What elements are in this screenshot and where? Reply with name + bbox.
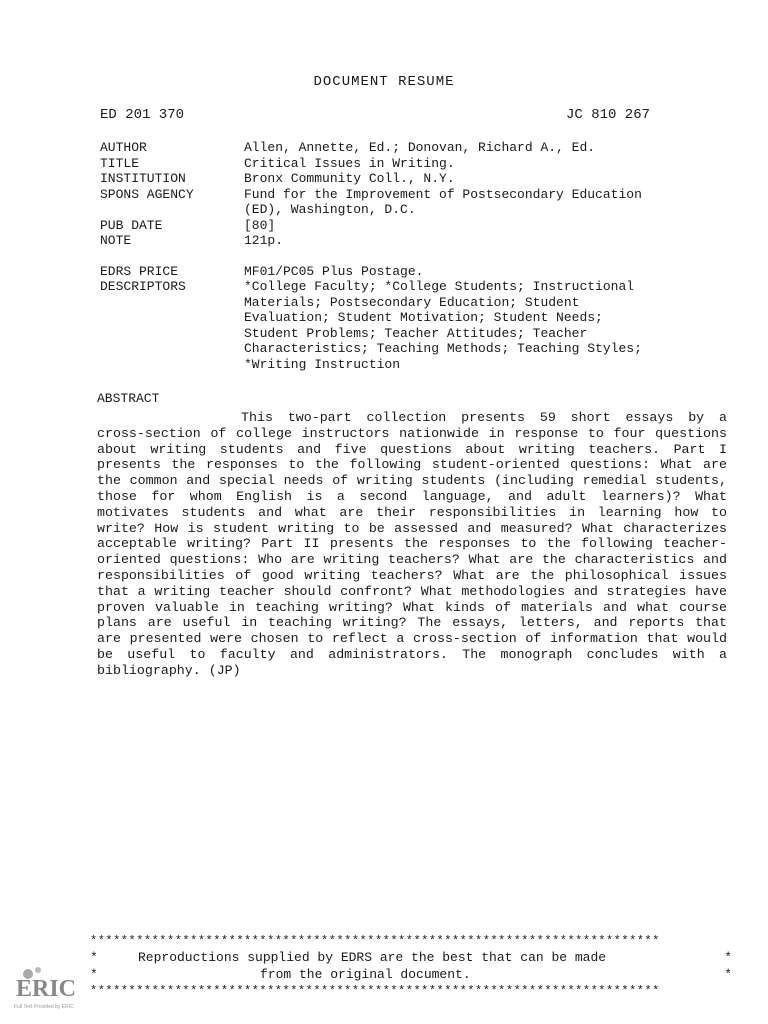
field-label: AUTHOR bbox=[100, 140, 147, 155]
abstract-text: This two-part collection presents 59 short essays by a cross-section of college instructors nationwide in response to four questions about writing students and five questions about writing teachers. Part I presents the responses to the following student-oriented questions: What are the common and special needs of writing students (including remedial students, those for whom English is a second language, and adult learners)? What motivates students and what are their responsibilities in learning how to write? How is student writing to be assessed and measured? What characterizes acceptable writing? Part II presents the responses to the following teacher-oriented questions: Who are writing teachers? What are the characteristics and responsibilities of good writing teachers? What are the philosophical issues that a writing teacher should confront? What methodologies and strategies have proven valuable in teaching writing? What kinds of materials and what course plans are useful in teaching writing? The essays, letters, and reports that are presented were chosen to reflect a cross-section of information that would be useful to faculty and administrators. The monograph concludes with a bibliography. (JP) bbox=[97, 410, 727, 678]
field-value: Characteristics; Teaching Methods; Teaching Styles; bbox=[244, 341, 642, 356]
field-row bbox=[100, 341, 740, 357]
bibliographic-fields bbox=[100, 140, 740, 249]
abstract-label: ABSTRACT bbox=[97, 391, 160, 406]
field-value: Materials; Postsecondary Education; Student bbox=[244, 294, 580, 310]
field-row bbox=[100, 264, 740, 280]
field-label: EDRS PRICE bbox=[100, 263, 179, 279]
field-row bbox=[100, 310, 740, 326]
ed-number: ED 201 370 bbox=[100, 107, 185, 123]
field-row bbox=[100, 326, 740, 342]
field-value: MF01/PC05 Plus Postage. bbox=[244, 263, 424, 279]
field-row bbox=[100, 357, 740, 373]
star-left-1: * bbox=[90, 950, 98, 965]
field-row bbox=[100, 279, 740, 295]
field-value: [80] bbox=[244, 217, 276, 233]
footer-stars-top: ************************************************************************** bbox=[90, 934, 660, 948]
star-left-2: * bbox=[90, 967, 98, 982]
field-row bbox=[100, 187, 740, 203]
field-label bbox=[100, 310, 244, 326]
eric-logo-text: ERIC bbox=[16, 976, 77, 1002]
field-value: Allen, Annette, Ed.; Donovan, Richard A., Ed. bbox=[244, 140, 596, 155]
field-label: SPONS AGENCY bbox=[100, 186, 194, 202]
eric-logo-subtext: Full Text Provided by ERIC bbox=[14, 1004, 74, 1010]
field-row bbox=[100, 233, 740, 249]
field-label bbox=[100, 202, 244, 218]
metadata-fields bbox=[100, 140, 740, 372]
field-row bbox=[100, 202, 740, 218]
reproduction-notice bbox=[90, 949, 736, 983]
field-value: *Writing Instruction bbox=[244, 356, 401, 372]
field-row bbox=[100, 295, 740, 311]
field-row bbox=[100, 140, 740, 156]
field-value: *College Faculty; *College Students; Instructional bbox=[244, 279, 635, 294]
field-value: Student Problems; Teacher Attitudes; Teacher bbox=[244, 325, 588, 341]
field-row bbox=[100, 156, 740, 172]
field-label: DESCRIPTORS bbox=[100, 279, 186, 294]
descriptor-fields bbox=[100, 264, 740, 373]
footer-stars-bottom: ************************************************************************** bbox=[90, 984, 660, 998]
field-row bbox=[100, 218, 740, 234]
star-right-2: * bbox=[724, 967, 732, 982]
field-label: TITLE bbox=[100, 155, 140, 171]
field-label bbox=[100, 295, 244, 311]
field-row bbox=[100, 171, 740, 187]
field-value: Evaluation; Student Motivation; Student Needs; bbox=[244, 310, 603, 325]
field-label: NOTE bbox=[100, 233, 132, 248]
notice-line-1: Reproductions supplied by EDRS are the best that can be made bbox=[138, 950, 607, 965]
field-value: Fund for the Improvement of Postsecondary Education bbox=[244, 186, 642, 202]
notice-line-2: from the original document. bbox=[260, 967, 471, 982]
field-value: Critical Issues in Writing. bbox=[244, 155, 455, 171]
field-label bbox=[100, 341, 244, 357]
field-label bbox=[100, 357, 244, 373]
field-value: 121p. bbox=[244, 233, 284, 248]
field-label: PUB DATE bbox=[100, 217, 163, 233]
field-value: (ED), Washington, D.C. bbox=[244, 202, 416, 217]
field-value: Bronx Community Coll., N.Y. bbox=[244, 171, 455, 186]
jc-number: JC 810 267 bbox=[566, 107, 651, 123]
star-right-1: * bbox=[724, 950, 732, 965]
field-gap bbox=[100, 249, 740, 264]
document-title: DOCUMENT RESUME bbox=[313, 74, 455, 90]
field-label bbox=[100, 326, 244, 342]
field-label: INSTITUTION bbox=[100, 171, 186, 186]
